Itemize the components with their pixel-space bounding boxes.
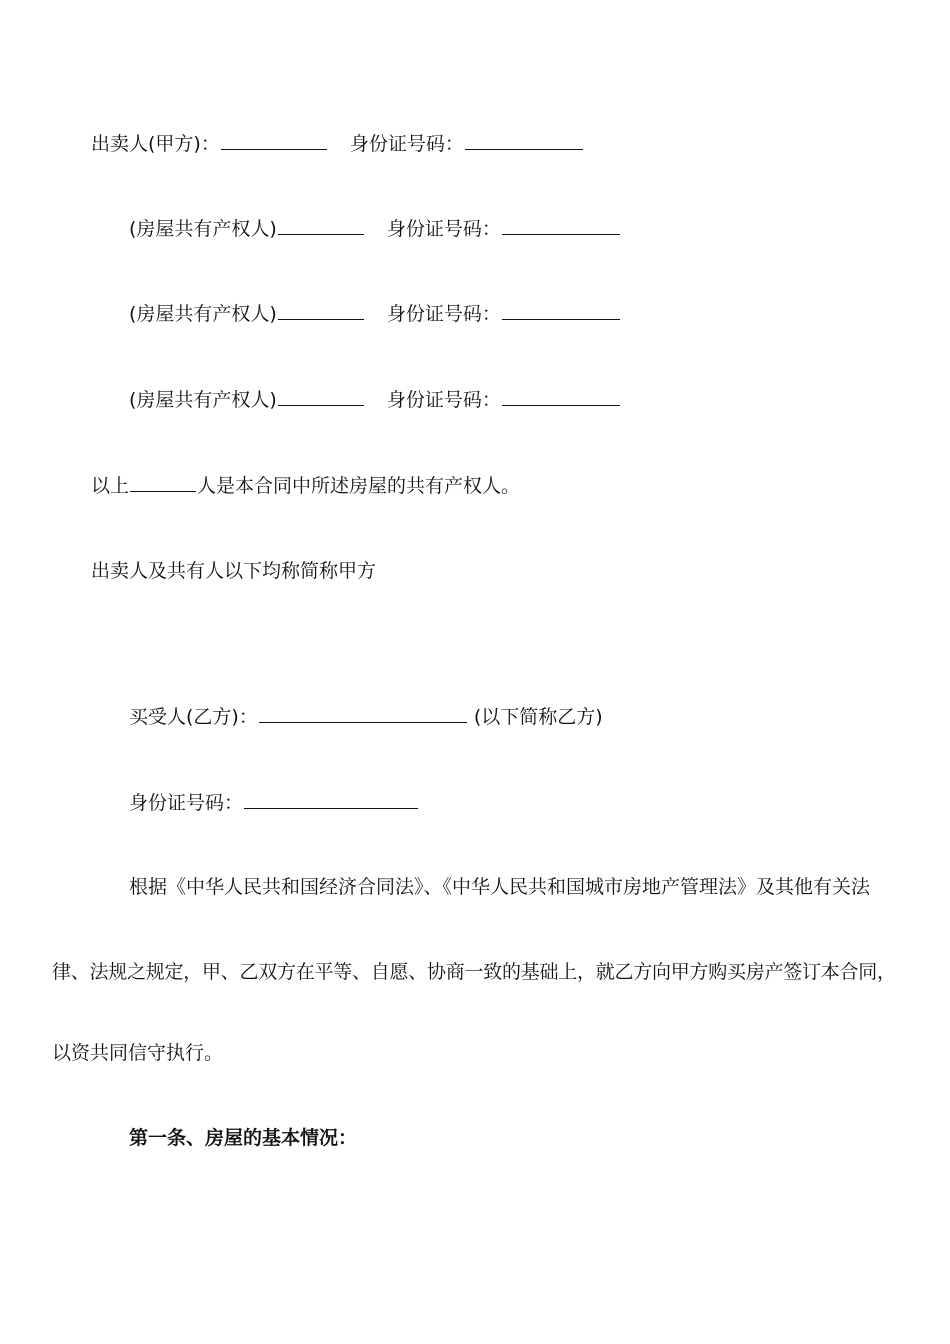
- co-owner-line: [129, 216, 621, 241]
- co-owner-id-label: 身份证号码：: [386, 218, 501, 240]
- buyer-id-blank[interactable]: [244, 790, 418, 809]
- preamble-line-3: 以资共同信守执行。: [52, 1042, 224, 1064]
- seller-line: [91, 131, 584, 156]
- seller-label: 出卖人(甲方)：: [91, 133, 220, 155]
- co-owner-count-blank[interactable]: [130, 473, 196, 492]
- preamble-line-2: 律、法规之规定，甲、乙双方在平等、自愿、协商一致的基础上，就乙方向甲方购买房产签订本合同，: [52, 961, 896, 983]
- co-owner-id-blank[interactable]: [502, 301, 620, 320]
- co-owner-label: (房屋共有产权人): [129, 218, 277, 240]
- buyer-name-blank[interactable]: [259, 704, 467, 723]
- co-owner-name-blank[interactable]: [278, 387, 364, 406]
- seller-id-label: 身份证号码：: [349, 133, 464, 155]
- co-owner-statement-suffix: 人是本合同中所述房屋的共有产权人。: [197, 475, 521, 497]
- co-owner-id-label: 身份证号码：: [386, 389, 501, 411]
- co-owner-line: [129, 301, 621, 326]
- seller-note: 出卖人及共有人以下均称简称甲方: [91, 560, 377, 582]
- co-owner-line: [129, 387, 621, 412]
- seller-id-blank[interactable]: [465, 131, 583, 150]
- co-owner-label: (房屋共有产权人): [129, 303, 277, 325]
- buyer-label: 买受人(乙方)：: [129, 706, 258, 728]
- co-owner-id-blank[interactable]: [502, 387, 620, 406]
- buyer-id-label: 身份证号码：: [129, 792, 244, 814]
- co-owner-label: (房屋共有产权人): [129, 389, 277, 411]
- co-owner-name-blank[interactable]: [278, 216, 364, 235]
- co-owner-id-blank[interactable]: [502, 216, 620, 235]
- co-owner-id-label: 身份证号码：: [386, 303, 501, 325]
- buyer-id-line: [129, 790, 419, 815]
- co-owner-name-blank[interactable]: [278, 301, 364, 320]
- co-owner-statement-prefix: 以上: [91, 475, 130, 497]
- co-owner-statement: [91, 473, 520, 498]
- seller-name-blank[interactable]: [221, 131, 327, 150]
- buyer-line: [129, 704, 603, 729]
- buyer-suffix: (以下简称乙方): [473, 706, 603, 728]
- article-1-title: 第一条、房屋的基本情况：: [129, 1127, 358, 1149]
- preamble-line-1: 根据《中华人民共和国经济合同法》、《中华人民共和国城市房地产管理法》及其他有关法: [129, 876, 871, 898]
